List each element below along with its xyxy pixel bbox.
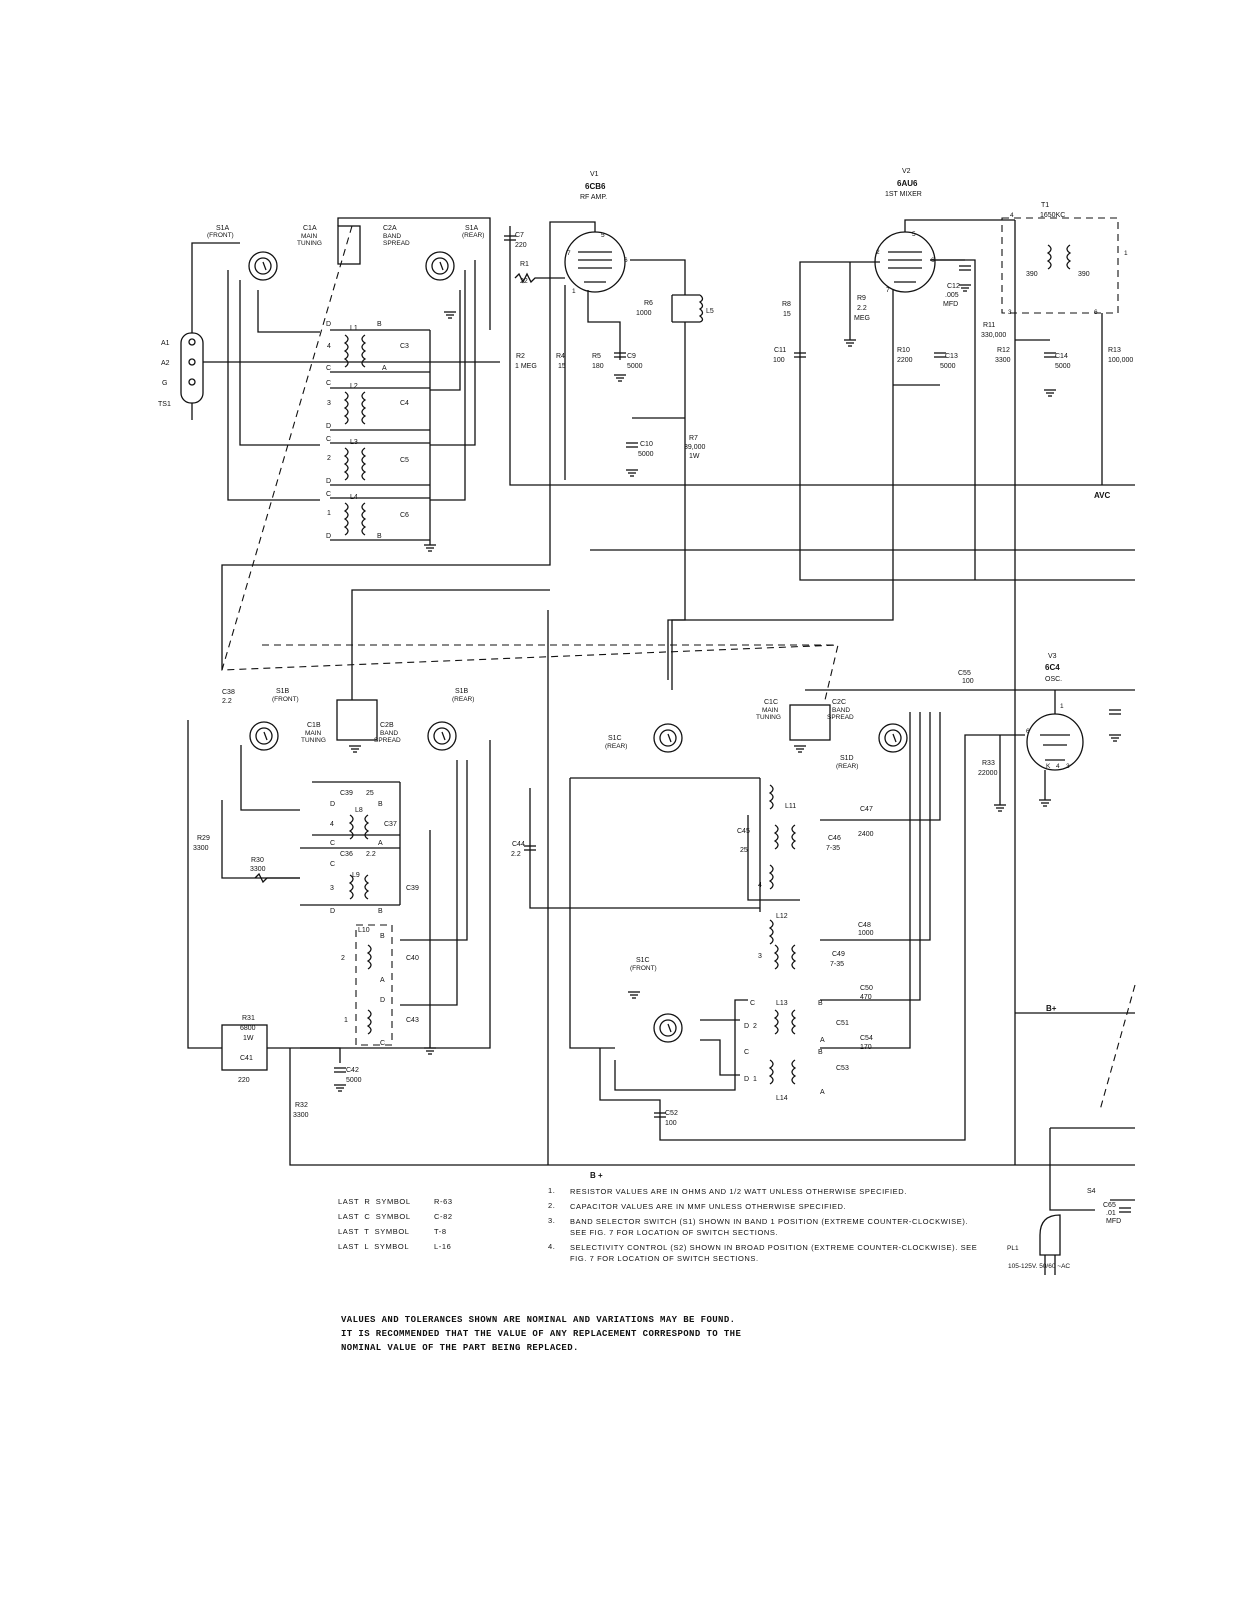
svg-text:2: 2	[876, 249, 880, 256]
svg-text:15: 15	[558, 363, 566, 370]
svg-text:39,000: 39,000	[684, 444, 706, 451]
svg-text:.01: .01	[1106, 1210, 1116, 1217]
svg-text:C65: C65	[1103, 1202, 1116, 1209]
variable-capacitor-c1b	[301, 700, 377, 744]
svg-text:C40: C40	[406, 955, 419, 962]
switch-s4-label: S4	[1087, 1188, 1096, 1195]
svg-text:L12: L12	[776, 913, 788, 920]
svg-text:C54: C54	[860, 1035, 873, 1042]
svg-text:MFD: MFD	[943, 301, 959, 308]
svg-text:SPREAD: SPREAD	[374, 737, 401, 744]
tube-v2-label	[885, 168, 922, 198]
svg-text:V1: V1	[590, 171, 599, 178]
svg-text:4: 4	[330, 821, 334, 828]
resistor-r32	[293, 1102, 309, 1119]
resistor-r6	[636, 295, 703, 322]
osc-coil-bank-right	[737, 785, 874, 1102]
switch-s1b-front	[250, 688, 299, 750]
svg-text:C: C	[330, 861, 336, 868]
disclaimer-line: NOMINAL VALUE OF THE PART BEING REPLACED.	[341, 1343, 579, 1353]
tube-v3-label	[1045, 653, 1062, 683]
svg-text:L8: L8	[355, 807, 363, 814]
svg-text:C: C	[326, 491, 332, 498]
svg-text:D: D	[744, 1076, 750, 1083]
tube-v3-envelope	[1027, 714, 1083, 770]
svg-text:C13: C13	[945, 353, 958, 360]
svg-text:L3: L3	[350, 439, 358, 446]
bplus-net-label: B+	[1046, 1004, 1057, 1013]
svg-text:6800: 6800	[240, 1025, 256, 1032]
terminal-ts1-label: TS1	[158, 401, 171, 408]
antenna-terminal-strip	[158, 333, 203, 408]
svg-text:4: 4	[1010, 212, 1014, 219]
variable-capacitor-c2a-body	[338, 226, 360, 264]
rf-coil-bank	[320, 321, 430, 545]
svg-text:25: 25	[366, 790, 374, 797]
capacitor-c55	[958, 670, 974, 685]
svg-text:S1D: S1D	[840, 755, 854, 762]
capacitor-c14	[1015, 340, 1071, 396]
svg-text:R12: R12	[997, 347, 1010, 354]
svg-text:7: 7	[567, 250, 571, 257]
svg-text:R29: R29	[197, 835, 210, 842]
svg-text:(REAR): (REAR)	[452, 696, 475, 703]
svg-text:330,000: 330,000	[981, 332, 1007, 339]
svg-text:C12: C12	[947, 283, 960, 290]
svg-text:100: 100	[773, 357, 785, 364]
svg-text:C48: C48	[858, 922, 871, 929]
tube-v2-envelope	[875, 232, 935, 292]
svg-text:R11: R11	[983, 322, 996, 329]
svg-text:R2: R2	[516, 353, 525, 360]
terminal-a1-label: A1	[161, 340, 170, 347]
svg-text:100,000: 100,000	[1108, 357, 1134, 364]
svg-text:25: 25	[740, 847, 748, 854]
svg-text:C44: C44	[512, 841, 525, 848]
last-symbols-table	[338, 1194, 453, 1254]
svg-text:L2: L2	[350, 383, 358, 390]
resistor-r2	[515, 353, 537, 370]
svg-text:C43: C43	[406, 1017, 419, 1024]
svg-text:D: D	[330, 908, 336, 915]
svg-text:C55: C55	[958, 670, 971, 677]
svg-text:180: 180	[592, 363, 604, 370]
svg-text:L13: L13	[776, 1000, 788, 1007]
switch-s1c-rear	[605, 724, 682, 752]
disclaimer-line: VALUES AND TOLERANCES SHOWN ARE NOMINAL AND VARIATIONS MAY BE FOUND.	[341, 1315, 736, 1325]
svg-text:SPREAD: SPREAD	[827, 714, 854, 721]
svg-text:R8: R8	[782, 301, 791, 308]
svg-text:R5: R5	[592, 353, 601, 360]
svg-text:3: 3	[1008, 309, 1012, 316]
terminal-a2-label: A2	[161, 360, 170, 367]
capacitor-c7	[504, 232, 527, 249]
svg-text:C11: C11	[774, 347, 787, 354]
svg-text:OSC.: OSC.	[1045, 676, 1063, 683]
svg-text:3: 3	[758, 953, 762, 960]
svg-text:1: 1	[1060, 703, 1064, 710]
svg-text:B: B	[818, 1049, 823, 1056]
svg-text:C46: C46	[828, 835, 841, 842]
resistor-r33	[978, 735, 1006, 811]
svg-text:RF AMP.: RF AMP.	[580, 194, 608, 201]
coil-symbols-top	[345, 335, 365, 535]
svg-text:7: 7	[886, 287, 890, 294]
svg-text:C51: C51	[836, 1020, 849, 1027]
svg-text:C: C	[326, 436, 332, 443]
svg-text:6: 6	[931, 257, 935, 264]
svg-text:C39: C39	[340, 790, 353, 797]
svg-text:R31: R31	[242, 1015, 255, 1022]
capacitor-c65	[1103, 1202, 1131, 1225]
svg-text:1: 1	[1124, 250, 1128, 257]
svg-text:3300: 3300	[995, 357, 1011, 364]
capacitor-c11	[773, 347, 806, 364]
if-transformer-t1-shield	[1002, 218, 1118, 313]
svg-text:B: B	[377, 321, 382, 328]
capacitor-c35	[222, 689, 235, 705]
last-symbol-row: LAST T SYMBOL T-8	[338, 1227, 447, 1236]
resistor-r4	[556, 285, 566, 480]
svg-text:TUNING: TUNING	[297, 240, 322, 247]
svg-text:D: D	[326, 478, 332, 485]
svg-text:C2A: C2A	[383, 225, 397, 232]
svg-text:6: 6	[1094, 309, 1098, 316]
svg-text:2.2: 2.2	[366, 851, 376, 858]
switch-s1c-front	[630, 957, 682, 1042]
resistor-r12	[995, 347, 1011, 364]
svg-text:A: A	[820, 1037, 825, 1044]
capacitor-c52	[654, 1110, 678, 1127]
svg-text:(FRONT): (FRONT)	[630, 965, 657, 972]
svg-text:C: C	[326, 380, 332, 387]
svg-text:220: 220	[238, 1077, 250, 1084]
svg-text:MAIN: MAIN	[305, 730, 322, 737]
svg-text:2.2: 2.2	[222, 698, 232, 705]
svg-text:C: C	[744, 1049, 750, 1056]
svg-text:3: 3	[330, 885, 334, 892]
disclaimer-line: IT IS RECOMMENDED THAT THE VALUE OF ANY REPLACEMENT CORRESPOND TO THE	[341, 1329, 742, 1339]
svg-text:5000: 5000	[346, 1077, 362, 1084]
svg-text:D: D	[326, 533, 332, 540]
svg-text:5000: 5000	[627, 363, 643, 370]
svg-text:L1: L1	[350, 325, 358, 332]
svg-text:T1: T1	[1041, 202, 1050, 209]
svg-text:R7: R7	[689, 435, 698, 442]
tube-v1-envelope	[565, 232, 625, 292]
svg-text:MAIN: MAIN	[301, 233, 318, 240]
svg-text:BAND: BAND	[383, 233, 402, 240]
last-symbol-row: LAST L SYMBOL L-16	[338, 1242, 452, 1251]
svg-text:TUNING: TUNING	[756, 714, 781, 721]
switch-s1b-rear	[428, 688, 474, 750]
svg-text:6AU6: 6AU6	[897, 179, 918, 188]
svg-text:22000: 22000	[978, 770, 998, 777]
svg-text:R1: R1	[520, 261, 529, 268]
svg-text:C1A: C1A	[303, 225, 317, 232]
svg-text:R30: R30	[251, 857, 264, 864]
svg-text:D: D	[744, 1023, 750, 1030]
note-item: 2. CAPACITOR VALUES ARE IN MMF UNLESS OTHERWISE SPECIFIED.	[548, 1201, 847, 1211]
resistor-r13	[1108, 347, 1133, 364]
variable-capacitor-c1a	[297, 225, 322, 247]
svg-text:220: 220	[515, 242, 527, 249]
svg-text:C47: C47	[860, 806, 873, 813]
svg-text:SPREAD: SPREAD	[383, 240, 410, 247]
avc-net-label: AVC	[1094, 491, 1111, 500]
svg-text:A: A	[820, 1089, 825, 1096]
svg-text:C4: C4	[400, 400, 409, 407]
svg-text:6: 6	[1026, 728, 1030, 735]
svg-text:(REAR): (REAR)	[836, 763, 859, 770]
svg-text:C: C	[750, 1000, 756, 1007]
svg-text:C2B: C2B	[380, 722, 394, 729]
svg-text:R9: R9	[857, 295, 866, 302]
svg-text:2: 2	[327, 455, 331, 462]
svg-text:B: B	[818, 1000, 823, 1007]
variable-capacitor-c1c	[756, 699, 830, 740]
svg-text:100: 100	[962, 678, 974, 685]
svg-text:3300: 3300	[193, 845, 209, 852]
svg-text:.005: .005	[945, 292, 959, 299]
variable-capacitor-c2b	[374, 722, 401, 744]
svg-text:6CB6: 6CB6	[585, 182, 606, 191]
svg-text:B: B	[378, 908, 383, 915]
svg-text:1W: 1W	[689, 453, 700, 460]
svg-text:7-35: 7-35	[826, 845, 841, 852]
svg-text:1W: 1W	[243, 1035, 254, 1042]
svg-text:R32: R32	[295, 1102, 308, 1109]
svg-text:6: 6	[624, 257, 628, 264]
svg-text:C41: C41	[240, 1055, 253, 1062]
svg-text:C53: C53	[836, 1065, 849, 1072]
svg-text:C42: C42	[346, 1067, 359, 1074]
svg-text:5: 5	[601, 232, 605, 239]
svg-text:R4: R4	[556, 353, 565, 360]
svg-text:MEG: MEG	[854, 315, 870, 322]
svg-text:PL1: PL1	[1007, 1245, 1019, 1252]
svg-text:2.2: 2.2	[857, 305, 867, 312]
last-symbol-row: LAST R SYMBOL R-63	[338, 1197, 453, 1206]
inductor-l5-label: L5	[706, 308, 714, 315]
switch-s1a-front	[207, 225, 277, 280]
capacitor-c10	[626, 418, 685, 476]
svg-text:3: 3	[1066, 763, 1070, 770]
svg-text:C: C	[330, 840, 336, 847]
svg-text:D: D	[326, 423, 332, 430]
svg-text:C: C	[380, 1040, 386, 1047]
terminal-g-label: G	[162, 380, 168, 387]
svg-text:C36: C36	[340, 851, 353, 858]
svg-text:4: 4	[1056, 763, 1060, 770]
svg-text:C45: C45	[737, 828, 750, 835]
tolerance-disclaimer	[341, 1313, 741, 1355]
svg-text:2400: 2400	[858, 831, 874, 838]
svg-text:C2C: C2C	[832, 699, 847, 706]
variable-capacitor-c2a	[383, 225, 410, 247]
resistor-r5	[588, 290, 620, 370]
svg-text:L9: L9	[352, 872, 360, 879]
svg-text:C9: C9	[627, 353, 636, 360]
resistor-r8	[782, 301, 791, 318]
svg-text:A: A	[382, 365, 387, 372]
bplus-bottom-label: B +	[590, 1171, 603, 1180]
svg-text:6C4: 6C4	[1045, 663, 1060, 672]
capacitor-c9	[614, 353, 643, 381]
svg-text:R10: R10	[897, 347, 910, 354]
osc-coil-bank-left	[300, 782, 419, 1047]
svg-text:S1C: S1C	[608, 735, 622, 742]
svg-text:1: 1	[327, 510, 331, 517]
svg-text:B: B	[380, 933, 385, 940]
svg-text:1 MEG: 1 MEG	[515, 363, 537, 370]
capacitor-c13	[934, 353, 958, 370]
switch-s1d-rear	[836, 724, 907, 770]
svg-text:R33: R33	[982, 760, 995, 767]
svg-text:15: 15	[783, 311, 791, 318]
svg-text:(FRONT): (FRONT)	[272, 696, 299, 703]
svg-text:B: B	[377, 533, 382, 540]
svg-text:B: B	[378, 801, 383, 808]
svg-text:R6: R6	[644, 300, 653, 307]
svg-text:C14: C14	[1055, 353, 1068, 360]
resistor-r1	[515, 261, 565, 285]
svg-text:R13: R13	[1108, 347, 1121, 354]
resistor-r11	[981, 322, 1006, 339]
svg-text:1000: 1000	[858, 930, 874, 937]
svg-text:V3: V3	[1048, 653, 1057, 660]
svg-text:C52: C52	[665, 1110, 678, 1117]
svg-text:1650KC: 1650KC	[1040, 212, 1066, 219]
svg-text:C1C: C1C	[764, 699, 779, 706]
svg-text:S1B: S1B	[455, 688, 469, 695]
resistor-r9	[844, 262, 870, 346]
svg-text:C5: C5	[400, 457, 409, 464]
variable-capacitor-c2c	[827, 699, 854, 721]
svg-text:D: D	[380, 997, 386, 1004]
resistor-r29	[193, 835, 210, 852]
svg-text:2200: 2200	[897, 357, 913, 364]
svg-text:C49: C49	[832, 951, 845, 958]
svg-text:C37: C37	[384, 821, 397, 828]
svg-text:BAND: BAND	[832, 707, 851, 714]
svg-text:L14: L14	[776, 1095, 788, 1102]
svg-text:C50: C50	[860, 985, 873, 992]
svg-text:BAND: BAND	[380, 730, 399, 737]
svg-text:MFD: MFD	[1106, 1218, 1122, 1225]
svg-text:22: 22	[520, 278, 528, 285]
svg-text:C6: C6	[400, 512, 409, 519]
svg-text:3300: 3300	[250, 866, 266, 873]
svg-text:1: 1	[753, 1076, 757, 1083]
svg-text:D: D	[326, 321, 332, 328]
schematic-notes	[548, 1186, 978, 1268]
svg-text:1: 1	[344, 1017, 348, 1024]
svg-text:C10: C10	[640, 441, 653, 448]
svg-text:C: C	[326, 365, 332, 372]
svg-text:A: A	[378, 840, 383, 847]
if-transformer-t1	[1008, 202, 1128, 316]
svg-text:S1C: S1C	[636, 957, 650, 964]
svg-text:L10: L10	[358, 927, 370, 934]
svg-text:L4: L4	[350, 494, 358, 501]
note-item: 1. RESISTOR VALUES ARE IN OHMS AND 1/2 WATT UNLESS OTHERWISE SPECIFIED.	[548, 1186, 907, 1196]
svg-text:TUNING: TUNING	[301, 737, 326, 744]
svg-text:C38: C38	[222, 689, 235, 696]
svg-text:5000: 5000	[940, 363, 956, 370]
svg-text:5: 5	[912, 231, 916, 238]
svg-text:4: 4	[758, 882, 762, 889]
svg-text:S1A: S1A	[216, 225, 230, 232]
svg-text:K: K	[1046, 763, 1051, 770]
svg-text:MAIN: MAIN	[762, 707, 779, 714]
svg-text:D: D	[330, 801, 336, 808]
power-rating-label: 105-125V. 50/60 ~AC	[1008, 1263, 1071, 1270]
capacitor-c42	[334, 1067, 362, 1091]
note-item: 4. SELECTIVITY CONTROL (S2) SHOWN IN BROAD POSITION (EXTREME COUNTER-CLOCKWISE). SEE FIG. 7 FOR LOCATION OF SWITCH SECTIONS.	[548, 1242, 978, 1263]
svg-text:(REAR): (REAR)	[462, 232, 485, 239]
svg-text:5000: 5000	[638, 451, 654, 458]
svg-text:170: 170	[860, 1044, 872, 1051]
svg-text:L11: L11	[785, 803, 797, 810]
last-symbol-row: LAST C SYMBOL C-82	[338, 1212, 453, 1221]
svg-text:3300: 3300	[293, 1112, 309, 1119]
svg-text:(FRONT): (FRONT)	[207, 232, 234, 239]
svg-text:3: 3	[327, 400, 331, 407]
svg-text:1ST MIXER: 1ST MIXER	[885, 191, 922, 198]
note-item: 3. BAND SELECTOR SWITCH (S1) SHOWN IN BAND 1 POSITION (EXTREME COUNTER-CLOCKWISE). SEE FIG. 7 FOR LOCATION OF SWITCH SECTIONS.	[548, 1216, 969, 1237]
tube-v1-label	[580, 171, 607, 201]
svg-text:390: 390	[1078, 271, 1090, 278]
svg-text:2: 2	[753, 1023, 757, 1030]
svg-text:C1B: C1B	[307, 722, 321, 729]
svg-text:2: 2	[341, 955, 345, 962]
svg-text:4: 4	[327, 343, 331, 350]
svg-text:100: 100	[665, 1120, 677, 1127]
svg-text:S1A: S1A	[465, 225, 479, 232]
svg-text:A: A	[380, 977, 385, 984]
svg-text:C39: C39	[406, 885, 419, 892]
resistor-r7	[684, 435, 706, 460]
svg-text:S1B: S1B	[276, 688, 290, 695]
svg-text:C3: C3	[400, 343, 409, 350]
svg-text:C7: C7	[515, 232, 524, 239]
svg-text:470: 470	[860, 994, 872, 1001]
svg-text:390: 390	[1026, 271, 1038, 278]
svg-text:V2: V2	[902, 168, 911, 175]
svg-text:7-35: 7-35	[830, 961, 845, 968]
svg-text:1: 1	[572, 288, 576, 295]
svg-text:5000: 5000	[1055, 363, 1071, 370]
capacitor-c12	[930, 260, 971, 308]
svg-text:1000: 1000	[636, 310, 652, 317]
svg-text:2.2: 2.2	[511, 851, 521, 858]
svg-text:(REAR): (REAR)	[605, 743, 628, 750]
